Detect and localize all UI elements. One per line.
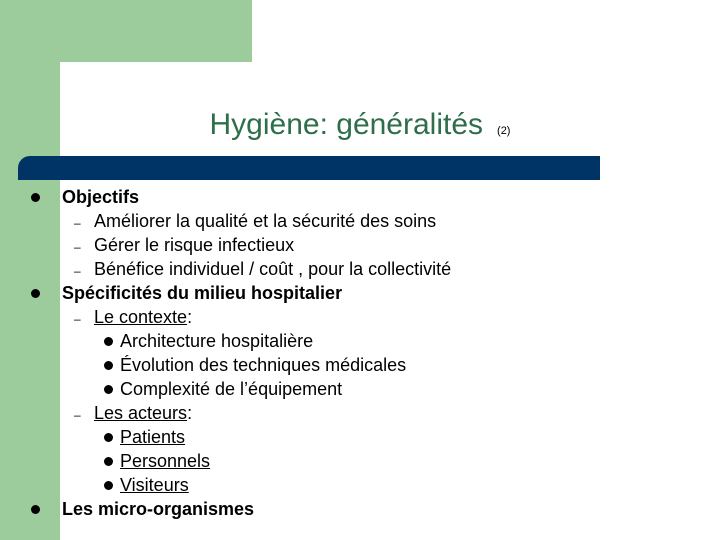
slide-content: [62, 185, 702, 521]
dash-icon: –: [74, 408, 81, 422]
subheading-contexte: – Le contexte:: [62, 305, 702, 329]
bullet-icon: [104, 457, 113, 466]
bullet-icon: [31, 289, 40, 298]
decorative-green-strip-left: [0, 0, 60, 540]
title-divider-bar: [18, 156, 600, 180]
bullet-icon: [104, 385, 113, 394]
slide-title: Hygiène: généralités: [209, 108, 484, 141]
bullet-icon: [31, 505, 40, 514]
title-area: [60, 100, 660, 150]
bullet-icon: [104, 337, 113, 346]
dash-icon: –: [74, 264, 81, 278]
section-heading-objectifs: Objectifs: [62, 187, 140, 207]
bullet-icon: [104, 361, 113, 370]
list-item: – Améliorer la qualité et la sécurité des soins: [62, 209, 702, 233]
bullet-icon: [31, 193, 40, 202]
bullet-icon: [104, 433, 113, 442]
list-item: Complexité de l’équipement: [62, 377, 702, 401]
list-item: Architecture hospitalière: [62, 329, 702, 353]
list-item: – Bénéfice individuel / coût , pour la collectivité: [62, 257, 702, 281]
list-item: Évolution des techniques médicales: [62, 353, 702, 377]
list-item: – Gérer le risque infectieux: [62, 233, 702, 257]
list-item: Visiteurs: [62, 473, 702, 497]
list-item: Patients: [62, 425, 702, 449]
bullet-icon: [104, 481, 113, 490]
dash-icon: –: [74, 240, 81, 254]
dash-icon: –: [74, 216, 81, 230]
slide-title-tag: (2): [497, 125, 511, 137]
dash-icon: –: [74, 312, 81, 326]
list-item: Personnels: [62, 449, 702, 473]
section-heading-specificites: Spécificités du milieu hospitalier: [62, 283, 343, 303]
subheading-acteurs: – Les acteurs:: [62, 401, 702, 425]
section-heading-microorganismes: Les micro-organismes: [62, 499, 255, 519]
